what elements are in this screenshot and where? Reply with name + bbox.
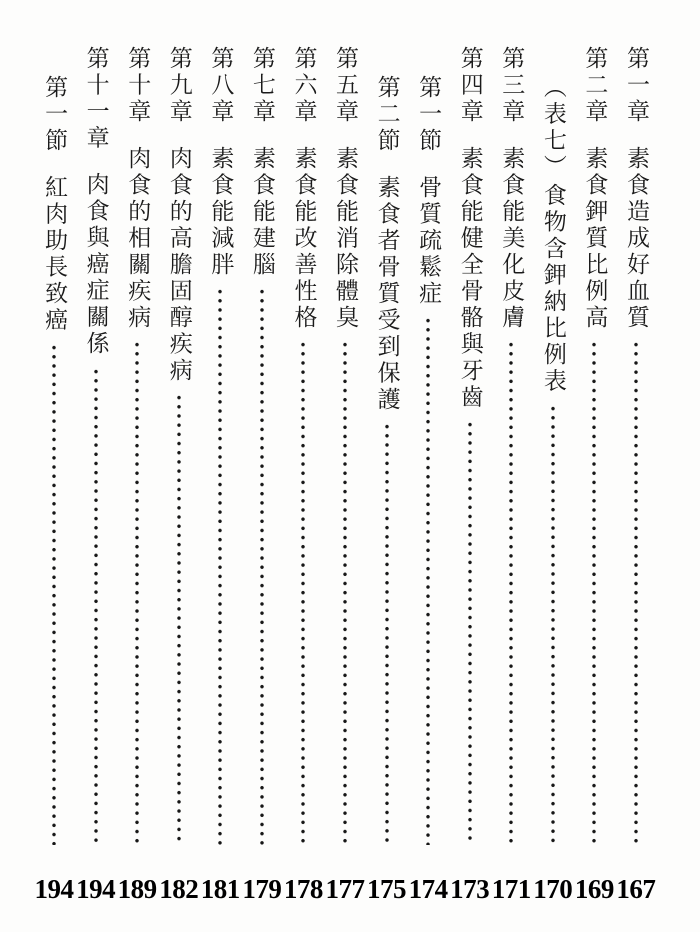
toc-entry-page-number: 179 xyxy=(242,874,282,904)
toc-entry-title: 骨質疏鬆症 xyxy=(416,174,442,307)
toc-entry-text xyxy=(42,75,66,334)
toc-entry-text xyxy=(208,46,232,278)
dotted-leader xyxy=(242,287,282,845)
toc-entry-page-number: 178 xyxy=(283,874,323,904)
dotted-leader xyxy=(450,420,490,846)
toc-entry-text xyxy=(624,46,648,331)
toc-entry xyxy=(283,46,323,902)
toc-entry xyxy=(159,46,199,902)
toc-entry-title: 肉食的相關疾病 xyxy=(125,145,151,331)
toc-entry-page-number: 181 xyxy=(200,874,240,904)
toc-entry-text xyxy=(250,46,274,278)
toc-entry-page-number: 170 xyxy=(533,874,573,904)
toc-entry-label: （表七） xyxy=(540,75,566,181)
toc-entry-text xyxy=(291,46,315,331)
toc-entry-title: 素食能消除體臭 xyxy=(333,145,358,331)
toc-entry-page-number: 194 xyxy=(76,874,116,904)
toc-entry-label: 第二節 xyxy=(374,75,400,155)
toc-entry-page-number: 167 xyxy=(616,874,656,904)
toc-entry-page-number: 182 xyxy=(159,874,199,904)
toc-columns xyxy=(34,46,656,902)
toc-entry-label: 第十一章 xyxy=(83,46,109,152)
toc-entry-page-number: 177 xyxy=(325,874,365,904)
dotted-leader xyxy=(533,404,573,845)
toc-entry-title: 素食能減胖 xyxy=(208,145,234,278)
dotted-leader xyxy=(367,422,407,845)
dotted-leader xyxy=(34,343,74,846)
dotted-leader xyxy=(200,287,240,845)
toc-entry-label: 第八章 xyxy=(208,46,234,126)
toc-entry-text xyxy=(541,75,565,395)
toc-entry xyxy=(34,46,74,902)
toc-entry-page-number: 175 xyxy=(367,874,406,904)
toc-entry-page-number: 173 xyxy=(450,874,490,904)
dotted-leader xyxy=(616,340,656,845)
toc-entry-label: 第一章 xyxy=(623,46,649,126)
toc-entry-label: 第十章 xyxy=(125,46,151,126)
toc-entry-text xyxy=(374,75,398,413)
toc-entry-title: 素食能建腦 xyxy=(249,145,275,278)
dotted-leader xyxy=(76,367,116,846)
toc-entry xyxy=(325,46,365,902)
toc-entry-title: 素食造成好血質 xyxy=(623,145,649,331)
toc-entry-label: 第一節 xyxy=(416,75,442,155)
toc-entry-page-number: 189 xyxy=(117,874,157,904)
toc-entry xyxy=(200,46,240,902)
toc-entry xyxy=(117,46,157,902)
toc-entry-text xyxy=(83,46,107,358)
toc-entry-title: 素食鉀質比例高 xyxy=(582,145,608,331)
toc-entry-page-number: 171 xyxy=(491,874,531,904)
dotted-leader xyxy=(491,340,531,845)
toc-entry xyxy=(76,46,116,902)
toc-entry-label: 第一節 xyxy=(42,75,68,155)
toc-entry xyxy=(450,46,490,902)
toc-entry xyxy=(491,46,531,902)
toc-entry-label: 第四章 xyxy=(457,46,483,126)
toc-entry xyxy=(533,46,573,902)
toc-entry-label: 第七章 xyxy=(249,46,275,126)
toc-entry-title: 紅肉助長致癌 xyxy=(42,174,68,334)
dotted-leader xyxy=(283,340,323,845)
toc-entry-title: 素食者骨質受到保護 xyxy=(374,174,400,413)
dotted-leader xyxy=(159,393,199,845)
toc-entry-title: 肉食與癌症關係 xyxy=(83,172,109,358)
toc-entry xyxy=(616,46,656,902)
toc-entry-text xyxy=(125,46,149,331)
toc-entry-label: 第六章 xyxy=(291,46,317,126)
toc-entry-title: 素食能美化皮膚 xyxy=(499,145,525,331)
toc-entry-title: 肉食的高膽固醇疾病 xyxy=(166,145,192,384)
toc-entry-text xyxy=(167,46,191,384)
toc-entry-title: 素食能健全骨骼與牙齒 xyxy=(457,145,483,411)
dotted-leader xyxy=(574,340,614,845)
toc-entry-text xyxy=(333,46,357,331)
toc-entry-text xyxy=(458,46,482,411)
toc-entry-label: 第五章 xyxy=(333,46,358,126)
toc-entry-text xyxy=(416,75,440,307)
toc-entry-title: 食物含鉀納比例表 xyxy=(540,183,566,395)
toc-entry xyxy=(367,46,407,902)
toc-entry xyxy=(242,46,282,902)
toc-entry-label: 第三章 xyxy=(499,46,525,126)
toc-entry-text xyxy=(582,46,606,331)
toc-entry-title: 素食能改善性格 xyxy=(291,145,317,331)
dotted-leader xyxy=(408,316,448,845)
toc-entry-label: 第九章 xyxy=(166,46,192,126)
dotted-leader xyxy=(117,340,157,845)
toc-entry xyxy=(574,46,614,902)
toc-entry-text xyxy=(499,46,523,331)
toc-entry-label: 第二章 xyxy=(582,46,608,126)
toc-entry-page-number: 194 xyxy=(34,874,74,904)
toc-entry xyxy=(408,46,448,902)
toc-entry-page-number: 169 xyxy=(574,874,614,904)
dotted-leader xyxy=(325,340,365,845)
toc-entry-page-number: 174 xyxy=(408,874,448,904)
